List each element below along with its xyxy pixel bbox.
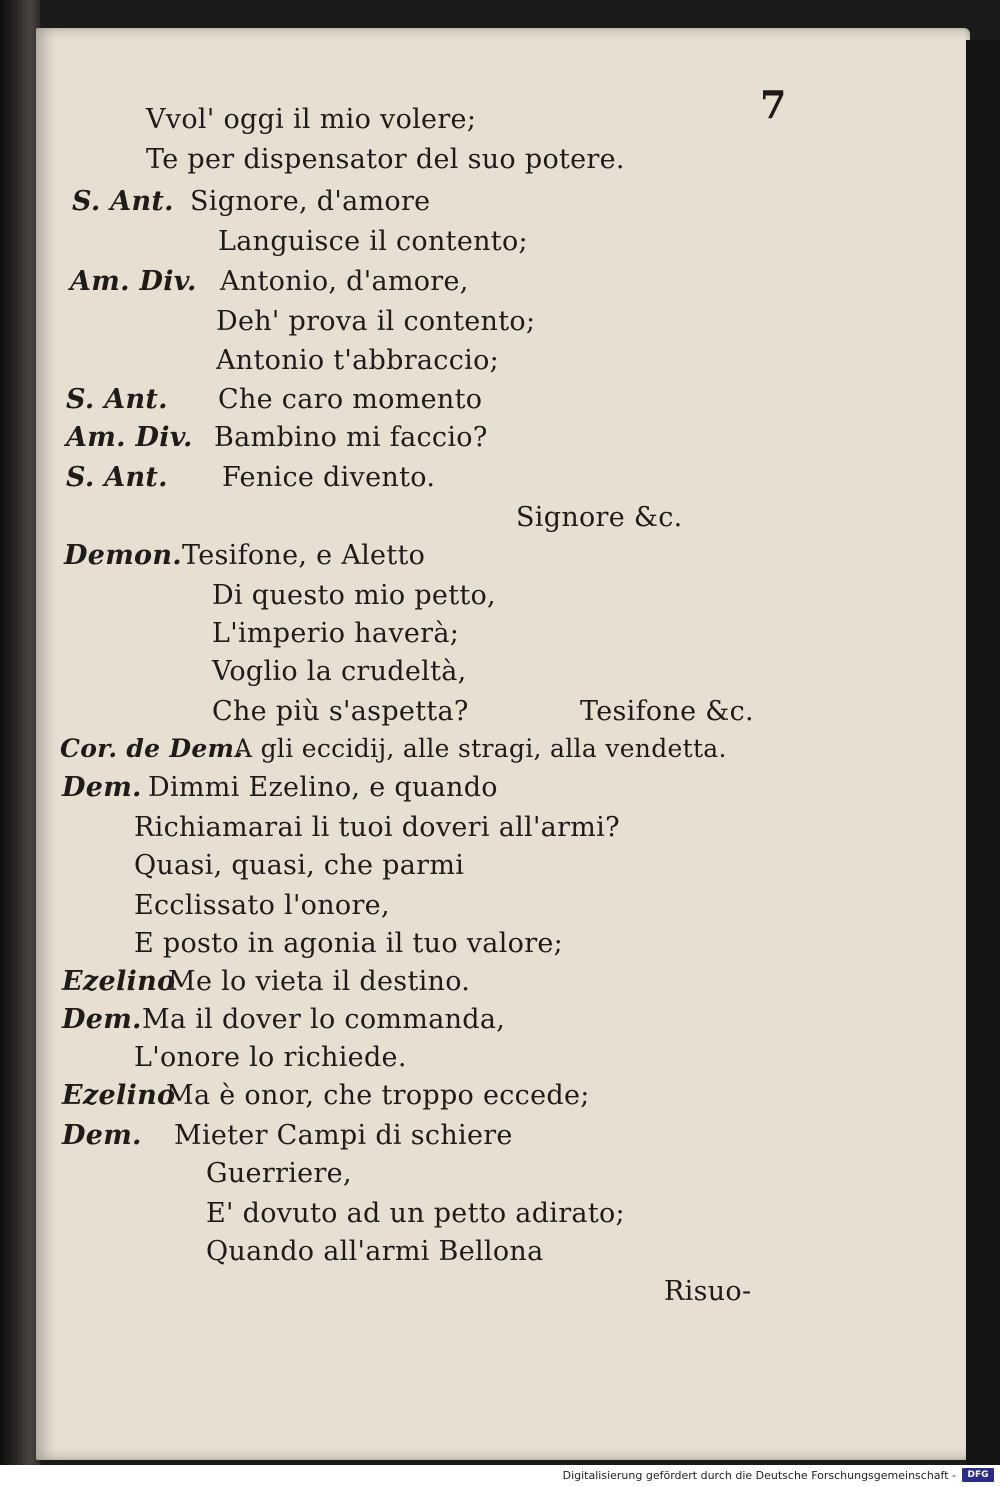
line-text: Me lo vieta il destino.	[168, 966, 471, 997]
book-spine	[0, 0, 40, 1465]
line-text: Voglio la crudeltà,	[212, 656, 467, 687]
line-text: Ma è onor, che troppo eccede;	[166, 1080, 590, 1111]
text-line	[134, 1042, 407, 1073]
text-line	[62, 772, 498, 803]
text-line	[60, 734, 727, 763]
speaker-label: Cor. de Dem.	[60, 734, 244, 763]
text-line	[66, 462, 436, 493]
text-line	[516, 502, 683, 533]
line-text: Risuo-	[664, 1276, 752, 1307]
line-text: L'onore lo richiede.	[134, 1042, 407, 1073]
text-line	[212, 656, 467, 687]
line-text: E' dovuto ad un petto adirato;	[206, 1198, 625, 1229]
line-text: Quasi, quasi, che parmi	[134, 850, 465, 881]
text-line	[134, 928, 563, 959]
line-text: Che più s'aspetta?	[212, 696, 469, 727]
text-line	[212, 580, 496, 611]
speaker-label: S. Ant.	[66, 462, 168, 493]
text-line	[218, 226, 528, 257]
text-line	[64, 540, 426, 571]
text-line	[62, 1004, 506, 1035]
text-line	[134, 890, 390, 921]
line-text: E posto in agonia il tuo valore;	[134, 928, 564, 959]
text-line	[216, 345, 499, 376]
speaker-label: Demon.	[64, 540, 183, 571]
speaker-label: Ezelino	[62, 1080, 176, 1111]
text-line	[134, 812, 620, 843]
speaker-label: S. Ant.	[72, 186, 174, 217]
text-line	[206, 1158, 352, 1189]
speaker-label: Dem.	[62, 1120, 142, 1151]
text-line	[62, 966, 471, 997]
line-text: Che caro momento	[218, 384, 483, 415]
line-text: Deh' prova il contento;	[216, 306, 536, 337]
line-text: L'imperio haverà;	[212, 618, 460, 649]
speaker-label: Ezelino	[62, 966, 176, 997]
line-text: Fenice divento.	[222, 462, 436, 493]
line-text: Antonio t'abbraccio;	[216, 345, 500, 376]
line-text: Signore &c.	[516, 502, 683, 533]
line-text: Te per dispensator del suo potere.	[146, 144, 625, 175]
line-text: Languisce il contento;	[218, 226, 528, 257]
line-text: Richiamarai li tuoi doveri all'armi?	[134, 812, 620, 843]
line-text: A gli eccidij, alle stragi, alla vendetta.	[234, 734, 727, 763]
line-text: Tesifone &c.	[580, 696, 754, 727]
footer-bar	[0, 1465, 1000, 1487]
speaker-label: S. Ant.	[66, 384, 168, 415]
catchword	[664, 1276, 751, 1307]
line-text: Guerriere,	[206, 1158, 352, 1189]
line-text: Ecclissato l'onore,	[134, 890, 390, 921]
page-edge-shadow	[966, 40, 1000, 1465]
line-text: Ma il dover lo commanda,	[142, 1004, 506, 1035]
text-line	[66, 384, 483, 415]
line-text: Tesifone, e Aletto	[182, 540, 426, 571]
text-line	[62, 1080, 590, 1111]
line-text: Quando all'armi Bellona	[206, 1236, 544, 1267]
speaker-label: Am. Div.	[66, 422, 193, 453]
page-number: 7	[760, 82, 787, 127]
text-line	[134, 850, 464, 881]
text-line	[206, 1198, 625, 1229]
speaker-label: Am. Div.	[70, 266, 197, 297]
speaker-label: Dem.	[62, 1004, 142, 1035]
line-text: Signore, d'amore	[190, 186, 431, 217]
text-line	[62, 1120, 513, 1151]
line-text: Dimmi Ezelino, e quando	[148, 772, 498, 803]
text-line	[212, 618, 459, 649]
text-line	[146, 104, 476, 135]
speaker-label: Dem.	[62, 772, 142, 803]
line-text: Antonio, d'amore,	[220, 266, 469, 297]
line-text: Di questo mio petto,	[212, 580, 496, 611]
line-text: Vvol' oggi il mio volere;	[146, 104, 477, 135]
dfg-logo: DFG	[962, 1468, 994, 1482]
text-line	[206, 1236, 543, 1267]
text-line	[72, 186, 431, 217]
text-line	[66, 422, 488, 453]
funding-credit: Digitalisierung gefördert durch die Deutsche Forschungsgemeinschaft -	[562, 1469, 956, 1482]
text-line	[212, 696, 469, 727]
text-line	[580, 696, 754, 727]
text-line	[70, 266, 469, 297]
text-line	[216, 306, 535, 337]
line-text: Mieter Campi di schiere	[174, 1120, 513, 1151]
line-text: Bambino mi faccio?	[214, 422, 488, 453]
text-line	[146, 144, 625, 175]
